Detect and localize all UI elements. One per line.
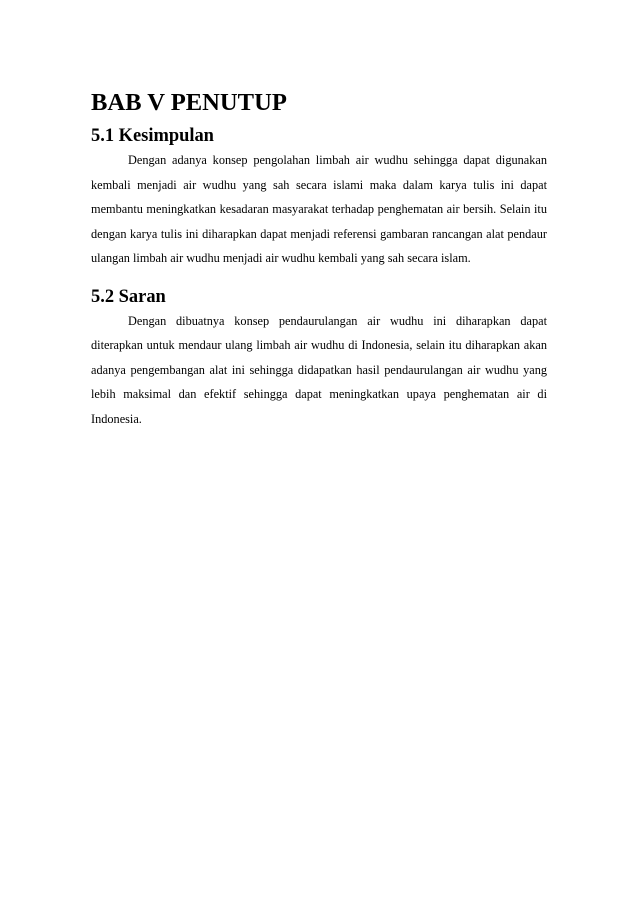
paragraph-kesimpulan: Dengan adanya konsep pengolahan limbah air wudhu sehingga dapat digunakan kembali menjadi air wudhu yang sah secara islami maka dalam karya tulis ini dapat membantu meningkatkan kesadaran masyarakat terhadap penghematan air bersih. Selain itu dengan karya tulis ini diharapkan dapat menjadi referensi gambaran rancangan alat pendaur ulangan limbah air wudhu menjadi air wudhu kembali yang sah secara islam. bbox=[91, 153, 547, 265]
page-content bbox=[91, 89, 547, 431]
chapter-title: BAB V PENUTUP bbox=[91, 89, 287, 116]
paragraph-saran: Dengan dibuatnya konsep pendaurulangan air wudhu ini diharapkan dapat diterapkan untuk mendaur ulang limbah air wudhu di Indonesia, selain itu diharapkan akan adanya pengembangan alat ini sehingga didapatkan hasil pendaurulangan air wudhu yang lebih maksimal dan efektif sehingga dapat meningkatkan upaya penghematan air di Indonesia. bbox=[91, 313, 547, 426]
section-heading-kesimpulan: 5.1 Kesimpulan bbox=[91, 125, 214, 145]
section-heading-saran: 5.2 Saran bbox=[91, 285, 166, 306]
